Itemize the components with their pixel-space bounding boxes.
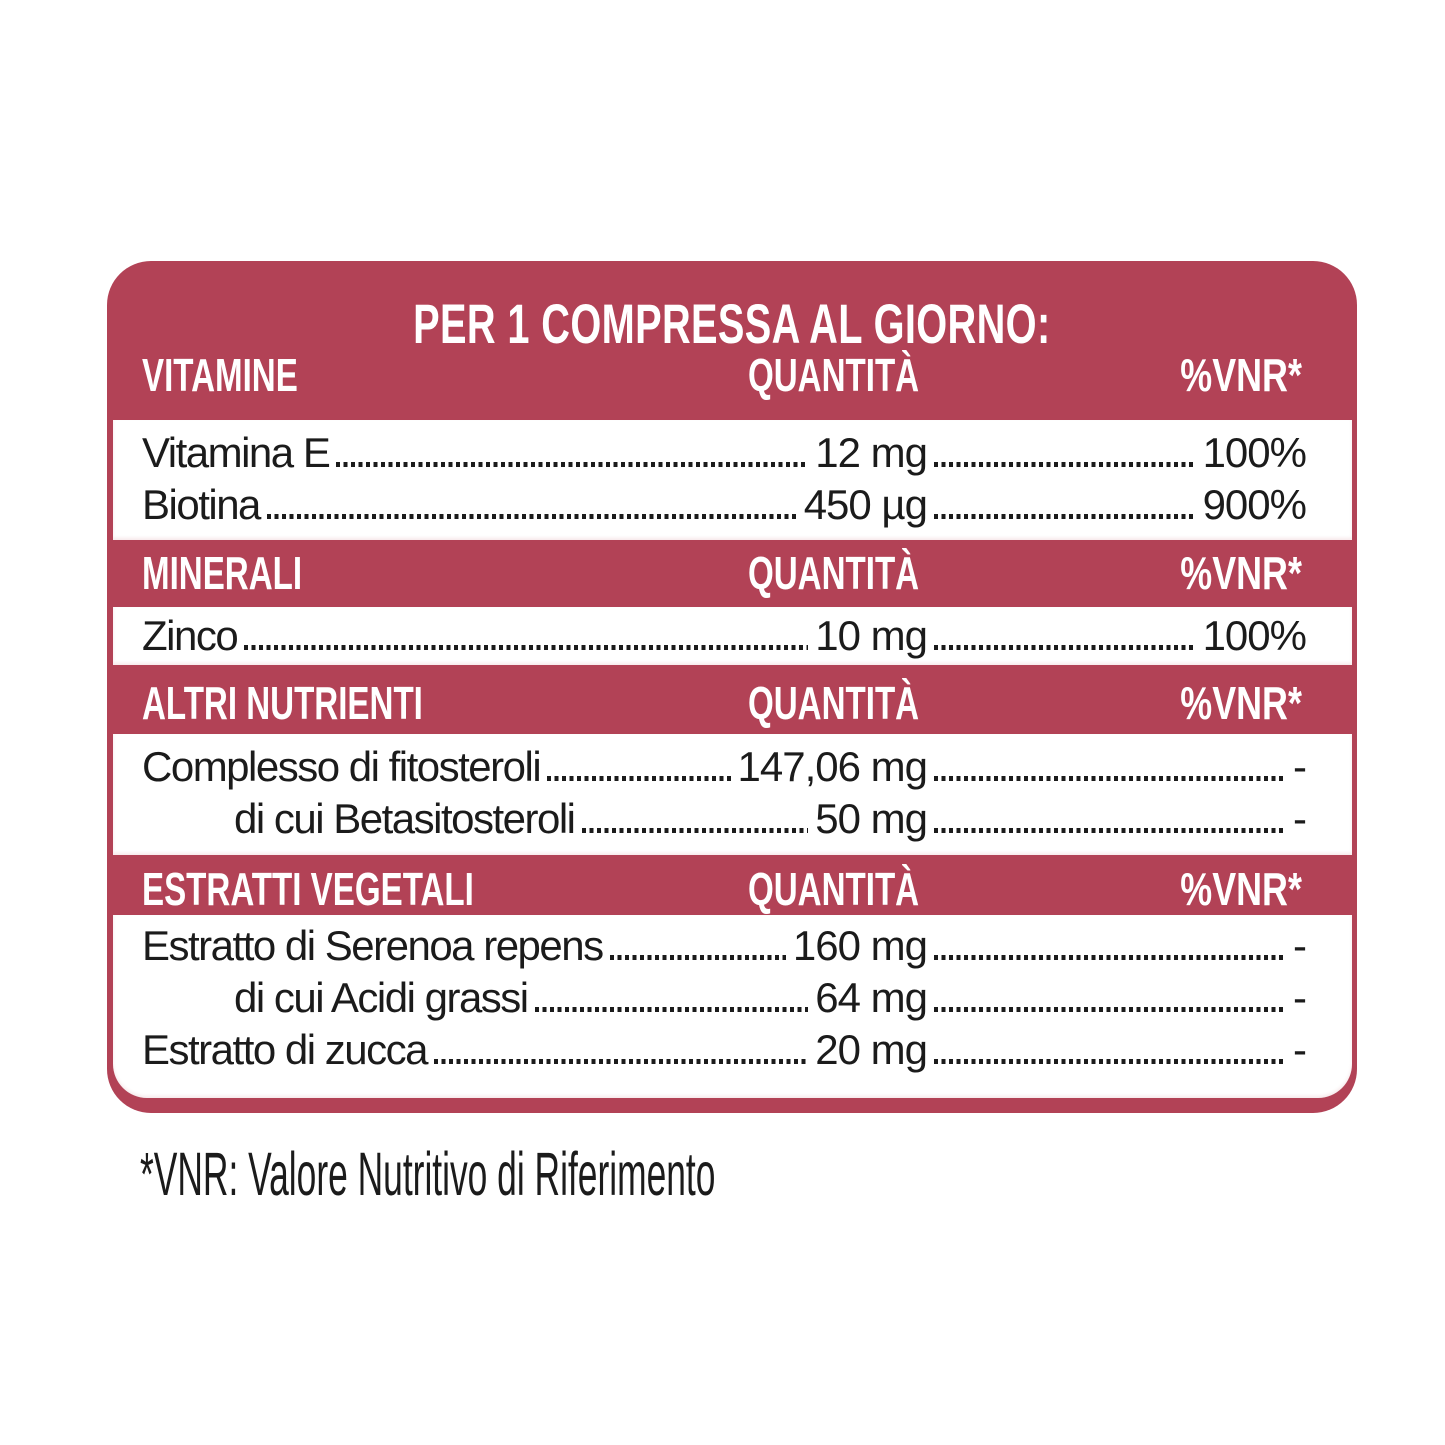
section-header-altri-nutrienti bbox=[107, 677, 1357, 729]
column-vnr-label: %VNR* bbox=[1180, 677, 1302, 729]
nutrient-name: Zinco bbox=[142, 612, 238, 659]
dotted-leader bbox=[535, 1007, 809, 1012]
nutrient-vnr: - bbox=[1293, 795, 1306, 842]
dotted-leader bbox=[336, 462, 808, 467]
nutrient-row-right bbox=[927, 479, 1306, 531]
dotted-leader bbox=[934, 1007, 1286, 1012]
section-header-minerali bbox=[107, 547, 1357, 599]
supplement-facts-panel bbox=[107, 261, 1357, 1113]
section-rows-estratti-vegetali bbox=[113, 915, 1352, 1098]
column-vnr-label: %VNR* bbox=[1180, 863, 1302, 915]
nutrient-name: Estratto di zucca bbox=[142, 1026, 427, 1073]
nutrient-row-left bbox=[142, 427, 927, 479]
column-vnr-label: %VNR* bbox=[1180, 349, 1302, 401]
dotted-leader bbox=[934, 776, 1286, 781]
nutrient-name: di cui Betasitosteroli bbox=[234, 795, 575, 842]
dotted-leader bbox=[610, 955, 786, 960]
nutrient-name: Vitamina E bbox=[142, 429, 330, 476]
dotted-leader bbox=[434, 1059, 808, 1064]
nutrient-quantity: 147,06 mg bbox=[737, 743, 927, 790]
nutrient-row-left bbox=[142, 479, 927, 531]
nutrient-vnr: - bbox=[1293, 743, 1306, 790]
nutrient-row bbox=[142, 479, 1306, 531]
nutrient-quantity: 450 µg bbox=[803, 481, 927, 528]
nutrient-row-right bbox=[927, 610, 1306, 662]
nutrient-row bbox=[142, 427, 1306, 479]
nutrient-quantity: 10 mg bbox=[815, 612, 927, 659]
nutrient-row-right bbox=[927, 793, 1306, 845]
section-label: ESTRATTI VEGETALI bbox=[142, 863, 474, 915]
section-header-estratti-vegetali bbox=[107, 863, 1357, 915]
dotted-leader bbox=[582, 828, 809, 833]
table-title-text: PER 1 COMPRESSA AL GIORNO: bbox=[413, 292, 1051, 355]
nutrient-vnr: 100% bbox=[1202, 429, 1306, 476]
nutrient-row-left bbox=[142, 920, 927, 972]
nutrient-name: di cui Acidi grassi bbox=[234, 974, 528, 1021]
section-header-vitamine bbox=[107, 349, 1357, 401]
section-label: ALTRI NUTRIENTI bbox=[142, 677, 423, 729]
nutrient-vnr: - bbox=[1293, 1026, 1306, 1073]
section-rows-vitamine bbox=[113, 420, 1352, 540]
nutrient-row-sub bbox=[142, 972, 1306, 1024]
nutrient-vnr: 100% bbox=[1202, 612, 1306, 659]
nutrient-name: Estratto di Serenoa repens bbox=[142, 922, 603, 969]
dotted-leader bbox=[934, 462, 1196, 467]
section-rows-altri-nutrienti bbox=[113, 734, 1352, 855]
column-vnr-label: %VNR* bbox=[1180, 547, 1302, 599]
dotted-leader bbox=[267, 514, 797, 519]
nutrient-row-sub bbox=[142, 793, 1306, 845]
dotted-leader bbox=[934, 955, 1286, 960]
dotted-leader bbox=[934, 514, 1196, 519]
nutrient-quantity: 20 mg bbox=[815, 1026, 927, 1073]
nutrient-row-left bbox=[142, 1024, 927, 1076]
section-label: VITAMINE bbox=[142, 349, 298, 401]
nutrient-row-right bbox=[927, 972, 1306, 1024]
nutrient-row bbox=[142, 741, 1306, 793]
section-label: MINERALI bbox=[142, 547, 303, 599]
nutrient-row-left bbox=[142, 972, 927, 1024]
nutrient-row bbox=[142, 1024, 1306, 1076]
dotted-leader bbox=[934, 828, 1286, 833]
table-title bbox=[107, 292, 1357, 355]
nutrient-row-right bbox=[927, 741, 1306, 793]
section-rows-minerali bbox=[113, 607, 1352, 665]
dotted-leader bbox=[934, 1059, 1286, 1064]
dotted-leader bbox=[244, 645, 808, 650]
nutrient-quantity: 64 mg bbox=[815, 974, 927, 1021]
column-quantity-label: QUANTITÀ bbox=[748, 349, 920, 401]
nutrient-vnr: - bbox=[1293, 922, 1306, 969]
nutrient-row-right bbox=[927, 920, 1306, 972]
nutrient-row-left bbox=[142, 741, 927, 793]
nutrient-row-right bbox=[927, 1024, 1306, 1076]
vnr-footnote-text: *VNR: Valore Nutritivo di Riferimento bbox=[140, 1140, 716, 1208]
nutrient-vnr: - bbox=[1293, 974, 1306, 1021]
column-quantity-label: QUANTITÀ bbox=[748, 547, 920, 599]
nutrient-row bbox=[142, 610, 1306, 662]
nutrient-quantity: 160 mg bbox=[792, 922, 927, 969]
nutrient-vnr: 900% bbox=[1202, 481, 1306, 528]
column-quantity-label: QUANTITÀ bbox=[748, 863, 920, 915]
nutrient-row-left bbox=[142, 610, 927, 662]
nutrient-quantity: 12 mg bbox=[815, 429, 927, 476]
vnr-footnote bbox=[140, 1140, 1132, 1208]
dotted-leader bbox=[934, 645, 1196, 650]
column-quantity-label: QUANTITÀ bbox=[748, 677, 920, 729]
nutrient-name: Complesso di fitosteroli bbox=[142, 743, 541, 790]
nutrient-row bbox=[142, 920, 1306, 972]
nutrient-row-right bbox=[927, 427, 1306, 479]
dotted-leader bbox=[547, 776, 730, 781]
nutrient-quantity: 50 mg bbox=[815, 795, 927, 842]
nutrient-name: Biotina bbox=[142, 481, 260, 528]
nutrient-row-left bbox=[142, 793, 927, 845]
